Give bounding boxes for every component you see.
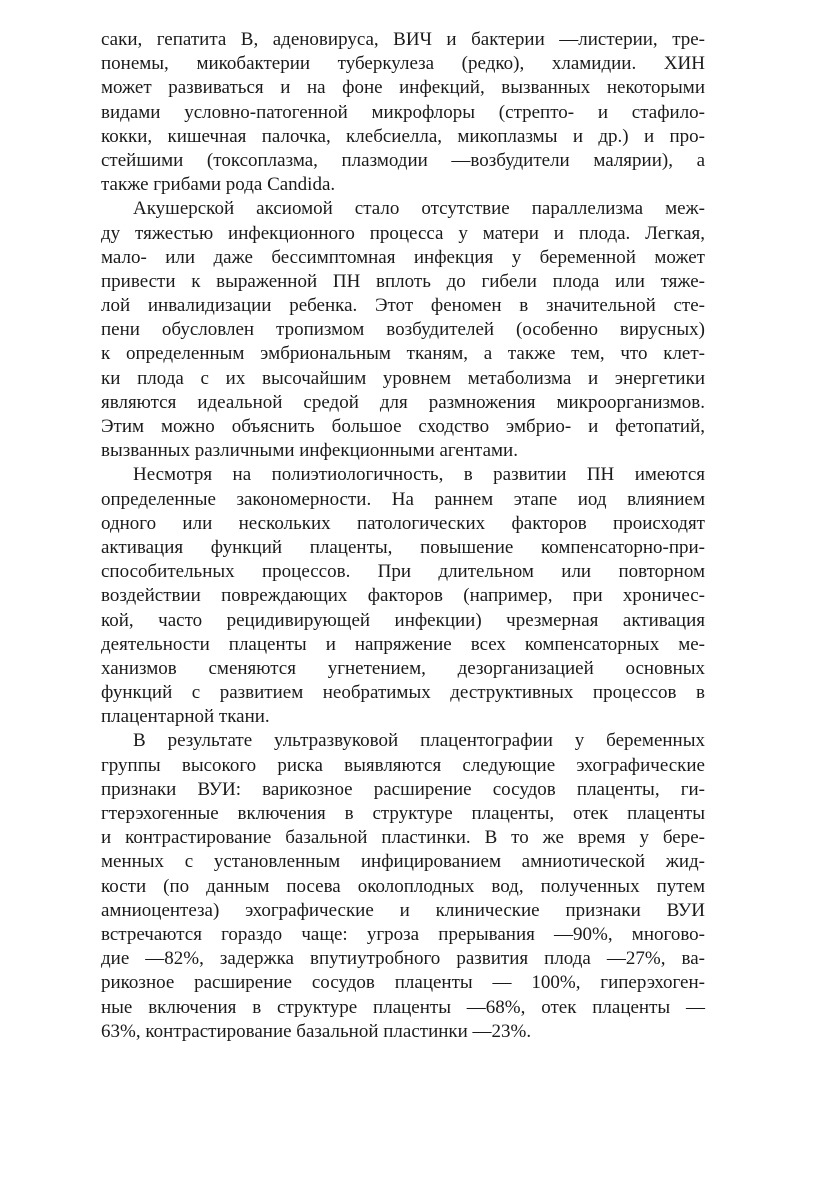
body-text: [101, 28, 705, 1044]
text-line: являются идеальной средой для размножения микроорганизмов.: [101, 391, 705, 413]
text-line: встречаются гораздо чаще: угроза прерывания —90%, многово-: [101, 923, 705, 945]
text-line: ные включения в структуре плаценты —68%, отек плаценты —: [101, 996, 705, 1018]
text-line: вызванных различными инфекционными агентами.: [101, 440, 518, 462]
text-line: кости (по данным посева околоплодных вод, полученных путем: [101, 875, 705, 897]
text-line: кокки, кишечная палочка, клебсиелла, микоплазмы и др.) и про-: [101, 125, 705, 147]
text-line: воздействии повреждающих факторов (например, при хроничес-: [101, 585, 705, 607]
text-line: признаки ВУИ: варикозное расширение сосудов плаценты, ги-: [101, 778, 705, 800]
text-line: амниоцентеза) эхографические и клинические признаки ВУИ: [101, 899, 705, 921]
text-line: Несмотря на полиэтиологичность, в развитии ПН имеются: [133, 464, 705, 486]
paragraph: [101, 463, 705, 729]
text-line: ки плода с их высочайшим уровнем метаболизма и энергетики: [101, 367, 705, 389]
text-line: деятельности плаценты и напряжение всех компенсаторных ме-: [101, 633, 705, 655]
text-line: группы высокого риска выявляются следующие эхографические: [101, 754, 705, 776]
text-line: дие —82%, задержка впутиутробного развития плода —27%, ва-: [101, 948, 705, 970]
text-line: к определенным эмбриональным тканям, а также тем, что клет-: [101, 343, 705, 365]
text-line: 63%, контрастирование базальной пластинки —23%.: [101, 1020, 532, 1042]
text-line: лой инвалидизации ребенка. Этот феномен в значительной сте-: [101, 295, 705, 317]
text-line: видами условно-патогенной микрофлоры (стрепто- и стафило-: [101, 101, 705, 123]
text-line: В результате ультразвуковой плацентографии у беременных: [133, 730, 705, 752]
text-line: менных с установленным инфицированием амниотической жид-: [101, 851, 705, 873]
paragraph: [101, 197, 705, 463]
text-line: может развиваться и на фоне инфекций, вызванных некоторыми: [101, 77, 705, 99]
paragraph: [101, 28, 705, 197]
text-line: стейшими (токсоплазма, плазмодии —возбудители малярии), а: [101, 149, 705, 171]
text-line: привести к выраженной ПН вплоть до гибели плода или тяже-: [101, 270, 705, 292]
text-line: мало- или даже бессимптомная инфекция у беременной может: [101, 246, 705, 268]
text-line: гтерэхогенные включения в структуре плаценты, отек плаценты: [101, 803, 705, 824]
text-line: саки, гепатита В, аденовируса, ВИЧ и бактерии —листерии, тре-: [101, 29, 705, 50]
text-line: понемы, микобактерии туберкулеза (редко), хламидии. ХИН: [101, 53, 705, 75]
text-line: ду тяжестью инфекционного процесса у матери и плода. Легкая,: [101, 222, 705, 244]
text-line: пени обусловлен тропизмом возбудителей (особенно вирусных): [101, 319, 705, 341]
text-line: определенные закономерности. На раннем этапе иод влиянием: [101, 488, 705, 510]
text-line: функций с развитием необратимых деструктивных процессов в: [101, 682, 705, 704]
text-line: также грибами рода Candida.: [101, 174, 336, 196]
text-line: плацентарной ткани.: [101, 706, 270, 728]
text-line: способительных процессов. При длительном или повторном: [101, 561, 705, 583]
text-line: активация функций плаценты, повышение компенсаторно-при-: [101, 536, 705, 558]
text-line: Этим можно объяснить большое сходство эмбрио- и фетопатий,: [101, 416, 705, 437]
text-line: рикозное расширение сосудов плаценты — 100%, гиперэхоген-: [101, 972, 705, 994]
text-line: одного или нескольких патологических факторов происходят: [101, 512, 705, 534]
text-line: Акушерской аксиомой стало отсутствие параллелизма меж-: [133, 198, 705, 220]
paragraph: [101, 729, 705, 1043]
text-line: кой, часто рецидивирующей инфекции) чрезмерная активация: [101, 609, 705, 631]
text-line: и контрастирование базальной пластинки. В то же время у бере-: [101, 827, 705, 849]
text-line: ханизмов сменяются угнетением, дезорганизацией основных: [101, 657, 705, 679]
